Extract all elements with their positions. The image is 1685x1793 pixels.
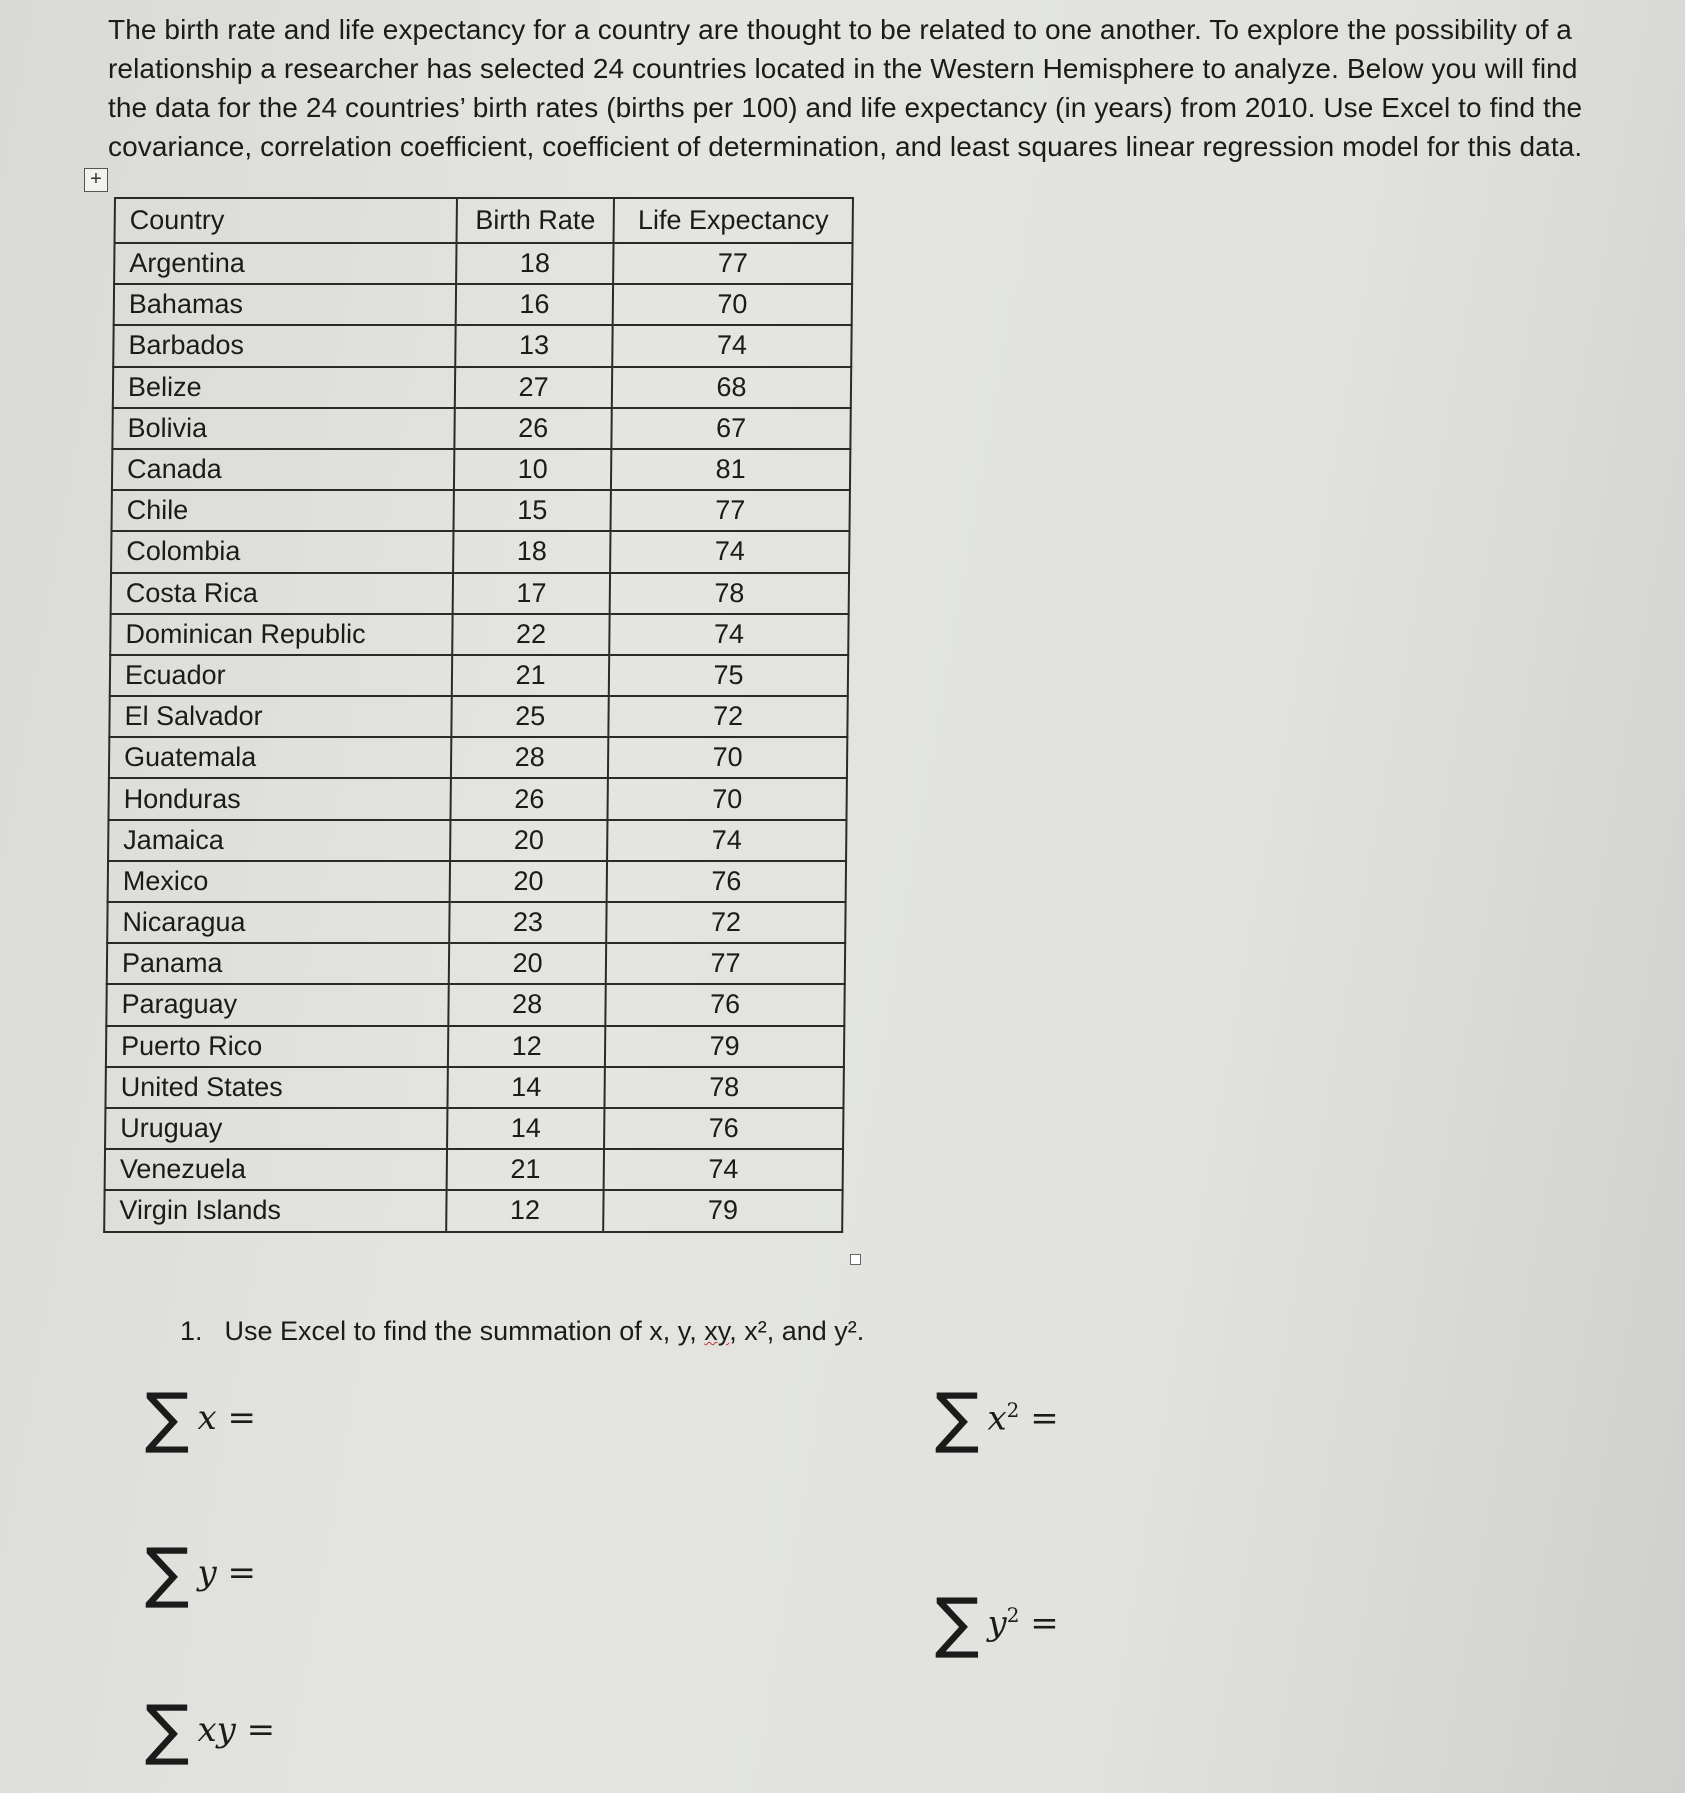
table-row — [111, 490, 849, 531]
table-row — [109, 737, 847, 778]
cell-life-expectancy: 78 — [610, 573, 849, 614]
formula-sum-x-expr: x = — [197, 1398, 256, 1438]
table-row — [107, 943, 845, 984]
cell-birth-rate: 15 — [454, 490, 611, 531]
table-row — [114, 284, 852, 325]
header-life-expectancy: Life Expectancy — [614, 198, 853, 243]
cell-country: Uruguay — [105, 1108, 448, 1149]
move-cross-icon[interactable]: + — [84, 168, 108, 192]
question-text-before: Use Excel to find the summation of x, y, — [224, 1316, 705, 1346]
cell-life-expectancy: 77 — [613, 243, 852, 284]
cell-country: Argentina — [114, 243, 457, 284]
table-row — [112, 449, 850, 490]
x2-equals: = — [1019, 1398, 1059, 1439]
formula-sum-x-squared-expr — [987, 1398, 1058, 1438]
cell-life-expectancy: 74 — [609, 614, 848, 655]
table-row — [108, 778, 846, 819]
cell-country: Chile — [111, 490, 454, 531]
table-row — [108, 861, 846, 902]
cell-life-expectancy: 78 — [605, 1067, 844, 1108]
question-number: 1. — [180, 1316, 203, 1346]
cell-country: Colombia — [111, 531, 454, 572]
cell-life-expectancy: 74 — [610, 531, 849, 572]
cell-life-expectancy: 74 — [612, 325, 851, 366]
sigma-icon: ∑ — [145, 1534, 190, 1611]
cell-country: Puerto Rico — [106, 1026, 449, 1067]
sigma-icon: ∑ — [935, 1584, 980, 1661]
cell-birth-rate: 20 — [450, 861, 607, 902]
cell-country: Guatemala — [109, 737, 452, 778]
cell-life-expectancy: 68 — [612, 367, 851, 408]
x2-exponent: 2 — [1006, 1397, 1020, 1422]
cell-life-expectancy: 76 — [604, 1108, 843, 1149]
table-row — [110, 655, 848, 696]
cell-birth-rate: 14 — [447, 1108, 604, 1149]
question-xy: xy — [704, 1316, 730, 1346]
x2-base: x — [987, 1398, 1007, 1439]
cell-life-expectancy: 77 — [606, 943, 845, 984]
cell-country: Virgin Islands — [104, 1190, 447, 1231]
cell-birth-rate: 18 — [456, 243, 613, 284]
cell-birth-rate: 12 — [448, 1026, 605, 1067]
table-row — [113, 367, 851, 408]
formula-sum-y-squared — [935, 1584, 1059, 1661]
sigma-icon: ∑ — [145, 1379, 190, 1456]
cell-birth-rate: 28 — [448, 984, 605, 1025]
table-row — [107, 902, 845, 943]
cell-birth-rate: 18 — [453, 531, 610, 572]
formula-sum-x — [145, 1379, 256, 1456]
table-row — [106, 1026, 844, 1067]
table-row — [112, 408, 850, 449]
cell-country: Paraguay — [106, 984, 449, 1025]
cell-birth-rate: 13 — [455, 325, 612, 366]
cell-life-expectancy: 81 — [611, 449, 850, 490]
table-row — [108, 820, 846, 861]
data-table — [103, 197, 854, 1233]
intro-paragraph: The birth rate and life expectancy for a country are thought to be related to one another. To explore the possibility of a relationship a researcher has selected 24 countries located in the Western Hemisphere to analyze. Below you will find the data for the 24 countries’ birth rates (births per 100) and life expectancy (in years) from 2010. Use Excel to find the covariance, correlation coefficient, coefficient of determination, and least squares linear regression model for this data. — [108, 14, 1583, 162]
cell-birth-rate: 21 — [452, 655, 609, 696]
table-row — [113, 325, 851, 366]
formula-sum-xy-expr: xy = — [197, 1710, 276, 1750]
cell-birth-rate: 22 — [452, 614, 609, 655]
formula-sum-y-expr: y = — [197, 1553, 256, 1593]
cell-birth-rate: 27 — [455, 367, 612, 408]
cell-life-expectancy: 70 — [608, 778, 847, 819]
table-header-row — [115, 198, 853, 243]
cell-country: Bolivia — [112, 408, 455, 449]
cell-life-expectancy: 79 — [603, 1190, 842, 1231]
cell-life-expectancy: 76 — [605, 984, 844, 1025]
cell-life-expectancy: 75 — [609, 655, 848, 696]
cell-life-expectancy: 70 — [613, 284, 852, 325]
table-row — [105, 1149, 843, 1190]
formula-sum-y-squared-expr — [987, 1603, 1058, 1643]
cell-birth-rate: 25 — [452, 696, 609, 737]
table-row — [110, 614, 848, 655]
y2-base: y — [987, 1603, 1007, 1644]
cell-country: Jamaica — [108, 820, 451, 861]
table-row — [105, 1067, 843, 1108]
cell-birth-rate: 21 — [447, 1149, 604, 1190]
cell-life-expectancy: 74 — [607, 820, 846, 861]
resize-square-icon[interactable] — [850, 1254, 861, 1265]
cell-birth-rate: 14 — [448, 1067, 605, 1108]
cell-life-expectancy: 70 — [608, 737, 847, 778]
cell-birth-rate: 26 — [455, 408, 612, 449]
cell-country: Canada — [112, 449, 455, 490]
cell-country: Bahamas — [114, 284, 457, 325]
table-row — [104, 1190, 842, 1231]
cell-birth-rate: 17 — [453, 573, 610, 614]
cell-country: Panama — [107, 943, 450, 984]
cell-country: Venezuela — [105, 1149, 448, 1190]
y2-equals: = — [1019, 1603, 1059, 1644]
table-row — [105, 1108, 843, 1149]
cell-country: Ecuador — [110, 655, 453, 696]
header-birth-rate: Birth Rate — [457, 198, 614, 243]
formula-sum-xy — [145, 1691, 276, 1768]
cell-country: Mexico — [108, 861, 451, 902]
cell-birth-rate: 20 — [450, 820, 607, 861]
cell-birth-rate: 28 — [451, 737, 608, 778]
cell-life-expectancy: 72 — [606, 902, 845, 943]
cell-life-expectancy: 77 — [611, 490, 850, 531]
cell-country: Costa Rica — [111, 573, 454, 614]
cell-life-expectancy: 74 — [604, 1149, 843, 1190]
cell-country: Dominican Republic — [110, 614, 453, 655]
cell-birth-rate: 16 — [456, 284, 613, 325]
cell-birth-rate: 20 — [449, 943, 606, 984]
cell-country: Honduras — [108, 778, 451, 819]
table-row — [111, 531, 849, 572]
formula-sum-x-squared — [935, 1379, 1059, 1456]
cell-birth-rate: 12 — [446, 1190, 603, 1231]
formula-sum-y — [145, 1534, 256, 1611]
cell-birth-rate: 10 — [454, 449, 611, 490]
cell-life-expectancy: 67 — [611, 408, 850, 449]
cell-life-expectancy: 76 — [607, 861, 846, 902]
header-country: Country — [115, 198, 458, 243]
cell-birth-rate: 23 — [449, 902, 606, 943]
cell-country: United States — [105, 1067, 448, 1108]
cell-life-expectancy: 79 — [605, 1026, 844, 1067]
cell-country: Belize — [113, 367, 456, 408]
question-1 — [180, 1316, 864, 1347]
sigma-icon: ∑ — [145, 1691, 190, 1768]
table-row — [109, 696, 847, 737]
y2-exponent: 2 — [1006, 1602, 1020, 1627]
sigma-icon: ∑ — [935, 1379, 980, 1456]
cell-country: El Salvador — [109, 696, 452, 737]
table-row — [111, 573, 849, 614]
cell-birth-rate: 26 — [451, 778, 608, 819]
table-row — [106, 984, 844, 1025]
cell-country: Barbados — [113, 325, 456, 366]
cell-country: Nicaragua — [107, 902, 450, 943]
table-row — [114, 243, 852, 284]
cell-life-expectancy: 72 — [608, 696, 847, 737]
question-text-after: , x², and y². — [729, 1316, 865, 1346]
